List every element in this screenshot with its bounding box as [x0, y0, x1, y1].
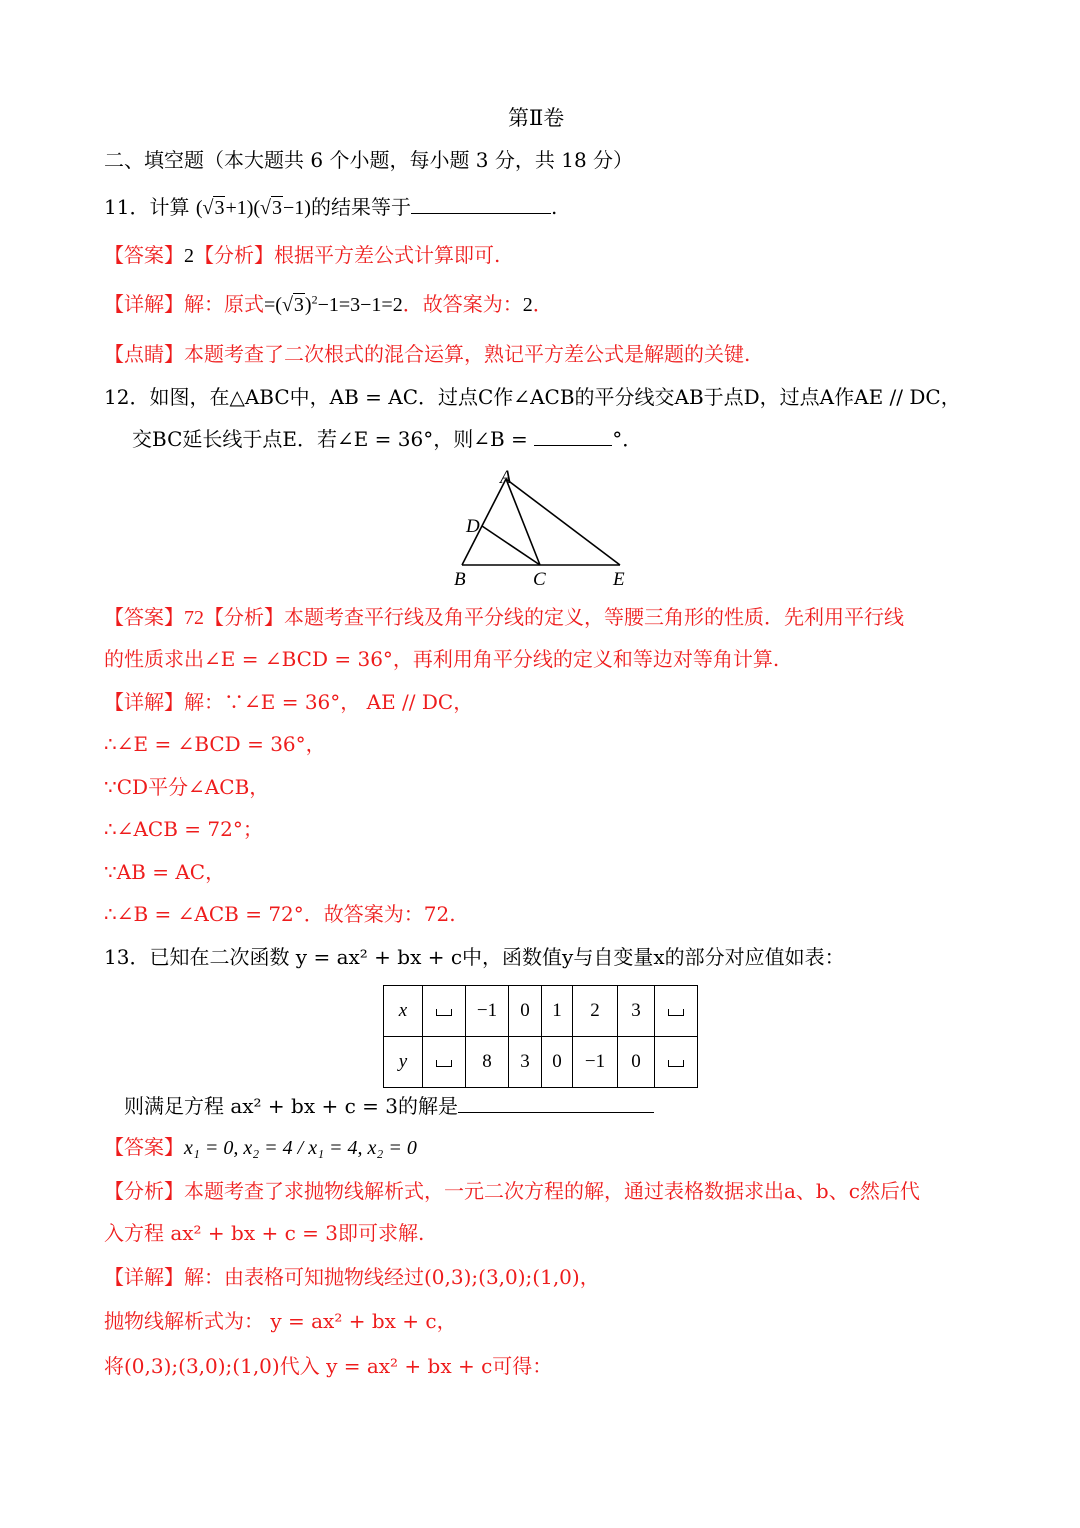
analysis-text: 本题考查了求抛物线解析式，一元二次方程的解，通过表格数据求出a、b、c然后代 [184, 1179, 920, 1203]
table-cell: 1 [542, 986, 573, 1037]
answer-tag: 【答案】 [104, 605, 184, 629]
detail-text: 解：由表格可知抛物线经过(0,3);(3,0);(1,0)， [184, 1265, 600, 1289]
detail-answer: 2 [522, 294, 533, 316]
table-cell: 3 [509, 1037, 542, 1088]
question-text: 已知在二次函数 y = ax² + bx + c中，函数值y与自变量x的部分对应值如表： [149, 945, 845, 969]
detail-step: 解：∵∠E = 36°， AE // DC， [184, 690, 474, 714]
table-cell [655, 1037, 698, 1088]
ellipsis-icon [436, 1009, 452, 1016]
punctuation: °． [612, 427, 643, 451]
ellipsis-icon [436, 1060, 452, 1067]
detail-tag: 【详解】 [104, 1265, 184, 1289]
detail-step: ∵AB = AC， [104, 860, 226, 884]
page-title: 第Ⅱ卷 [508, 106, 565, 130]
table-row [384, 1037, 698, 1088]
label-b: B [454, 569, 466, 590]
label-e: E [613, 569, 625, 590]
question-13-line2 [124, 1092, 654, 1120]
question-text: 计算 [149, 195, 190, 219]
table-cell: −1 [573, 1037, 618, 1088]
detail-line: 抛物线解析式为： y = ax² + bx + c， [104, 1309, 457, 1333]
table-cell: 0 [618, 1037, 655, 1088]
table-cell [423, 986, 466, 1037]
detail-step: ∵CD平分∠ACB， [104, 775, 270, 799]
table-cell: −1 [466, 986, 509, 1037]
answer-value: 2 [184, 245, 194, 267]
question-text: 如图，在△ABC中，AB = AC．过点C作∠ACB的平分线交AB于点D，过点A作AE // DC， [149, 385, 961, 409]
punctuation: . [550, 195, 558, 219]
table-cell: 0 [542, 1037, 573, 1088]
question-12-line2 [132, 425, 642, 453]
label-c: C [533, 569, 546, 590]
analysis-line: 入方程 ax² + bx + c = 3即可求解. [104, 1221, 425, 1245]
analysis-line [104, 1177, 920, 1205]
answer-blank [458, 1112, 654, 1113]
table-cell: x [384, 986, 423, 1037]
answer-tag: 【答案】 [104, 1135, 184, 1159]
label-a: A [500, 467, 512, 488]
point-text: 本题考查了二次根式的混合运算，熟记平方差公式是解题的关键. [184, 342, 751, 366]
answer-blank [534, 445, 612, 446]
detail-tag: 【详解】 [104, 690, 184, 714]
ellipsis-icon [668, 1009, 684, 1016]
answer-line [104, 603, 904, 632]
detail-step: ∴∠ACB = 72°； [104, 817, 263, 841]
analysis-tag: 【分析】 [104, 1179, 184, 1203]
detail-text: 解：原式 [184, 292, 264, 316]
table-cell: 0 [509, 986, 542, 1037]
table-cell: 2 [573, 986, 618, 1037]
detail-step: ∴∠B = ∠ACB = 72°．故答案为：72. [104, 902, 456, 926]
analysis-tag: 【分析】 [204, 605, 284, 629]
detail-tag: 【详解】 [104, 292, 184, 316]
value-table [383, 985, 698, 1088]
answer-line [104, 1133, 417, 1162]
question-12 [104, 383, 961, 411]
detail-text: ．故答案为： [402, 292, 523, 316]
table-row [384, 986, 698, 1037]
table-cell: 8 [466, 1037, 509, 1088]
detail-math: $=(√3)^2-1=3-1=2$ [264, 292, 403, 316]
detail-line [104, 290, 553, 319]
answer-line [104, 241, 500, 270]
section-heading: 二、填空题（本大题共 6 个小题，每小题 3 分，共 18 分） [104, 148, 634, 172]
analysis-text: 本题考查平行线及角平分线的定义，等腰三角形的性质．先利用平行线 [284, 605, 904, 629]
answer-blank [411, 213, 551, 214]
table-cell: 3 [618, 986, 655, 1037]
question-number: 13． [104, 945, 150, 969]
question-text: 交BC延长线于点E．若∠E = 36°，则∠B = [132, 427, 535, 451]
question-11 [104, 193, 557, 222]
question-number: 12． [104, 385, 150, 409]
ellipsis-icon [668, 1060, 684, 1067]
math-expression: (√3+1)(√3−1) [195, 197, 311, 219]
table-cell [655, 986, 698, 1037]
question-text: 则满足方程 ax² + bx + c = 3的解是 [124, 1094, 459, 1118]
analysis-text: 根据平方差公式计算即可. [274, 243, 501, 267]
answer-value: 72 [184, 607, 204, 629]
question-13 [104, 943, 845, 971]
detail-line: 将(0,3);(3,0);(1,0)代入 y = ax² + bx + c可得： [104, 1354, 553, 1378]
segment-dc [482, 526, 540, 565]
punctuation: ． [532, 292, 553, 316]
analysis-tag: 【分析】 [194, 243, 274, 267]
point-tag: 【点睛】 [104, 342, 184, 366]
question-number: 11． [104, 195, 150, 219]
label-d: D [466, 516, 480, 537]
analysis-line: 的性质求出∠E = ∠BCD = 36°，再利用角平分线的定义和等边对等角计算. [104, 647, 780, 671]
point-line [104, 340, 750, 368]
table-cell: y [384, 1037, 423, 1088]
answer-tag: 【答案】 [104, 243, 184, 267]
detail-line [104, 688, 473, 716]
answer-value: x₁ = 0, x₂ = 4 / x₁ = 4, x₂ = 0 [184, 1137, 417, 1159]
triangle-figure [440, 465, 640, 595]
detail-line [104, 1263, 600, 1291]
detail-step: ∴∠E = ∠BCD = 36°， [104, 732, 326, 756]
question-text: 的结果等于 [310, 195, 411, 219]
table-cell [423, 1037, 466, 1088]
